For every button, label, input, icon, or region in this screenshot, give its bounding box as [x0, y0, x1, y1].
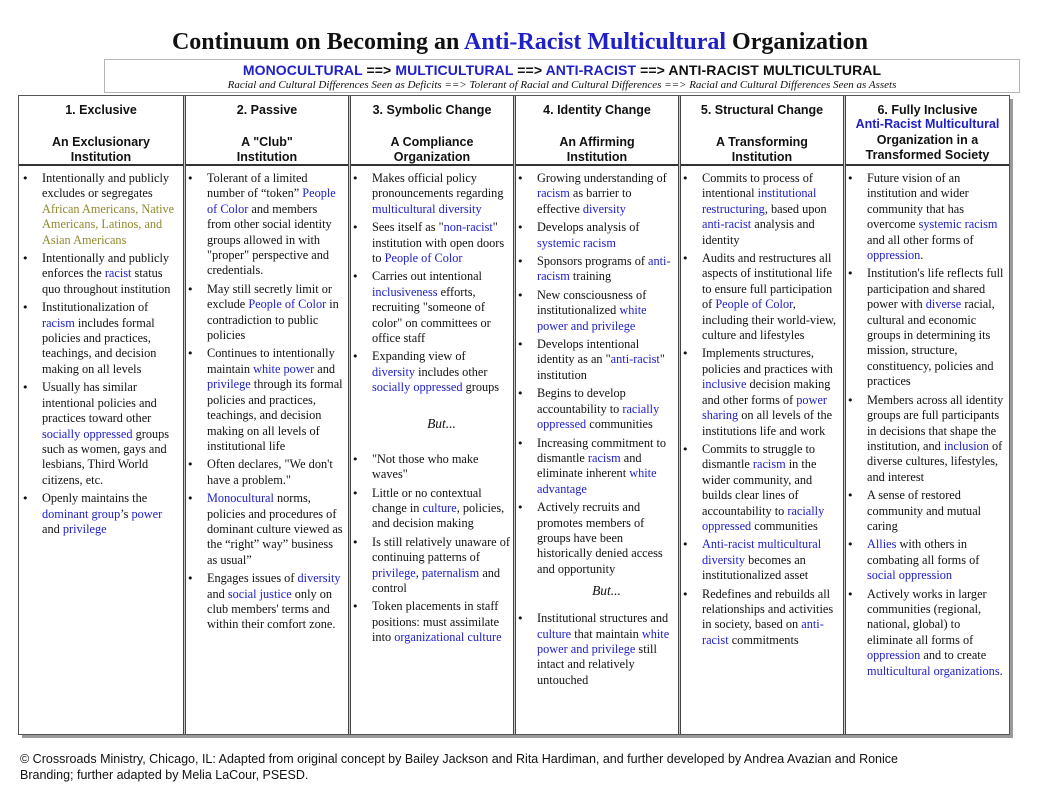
list-item: • Continues to intentionally maintain white power and privilege through its formal policies and practices, teachings, and decision making on all levels of institutional life [186, 346, 344, 454]
list-item: • Intentionally and publicly enforces the racist status quo throughout institution [21, 251, 179, 297]
continuum-table [18, 95, 1010, 735]
column-name-line: Institution [70, 150, 132, 164]
list-item: • Expanding view of diversity includes other socially oppressed groups [351, 349, 511, 395]
continuum-subtitle: Racial and Cultural Differences Seen as Deficits ==> Tolerant of Racial and Cultural Differences ==> Racial and Cultural Differences Seen as Assets [227, 79, 897, 91]
column-name-highlight: Anti-Racist Multicultural [855, 117, 1000, 131]
column-name-line: Organization [393, 150, 471, 164]
column-name [186, 135, 348, 165]
column-header-passive [186, 96, 348, 164]
but-label: But... [427, 415, 456, 431]
list-item: • Sees itself as "non-racist" institution with open doors to People of Color [351, 220, 511, 266]
list-item: • Allies with others in combating all forms of social oppression [846, 537, 1006, 583]
column-body-passive [186, 171, 344, 636]
column-number: 5. Structural Change [700, 103, 824, 117]
column-body-exclusive [21, 171, 179, 540]
list-item: • Engages issues of diversity and social justice only on club members' terms and within their comfort zone. [186, 571, 344, 633]
stage-monocultural: MONOCULTURAL [242, 62, 363, 78]
list-item: • Members across all identity groups are full participants in decisions that shape the institution, and inclusion of diverse cultures, lifestyles, and interest [846, 393, 1006, 485]
footer-credits [20, 751, 1020, 783]
footer-line: © Crossroads Ministry, Chicago, IL: Adapted from original concept by Bailey Jackson and Rita Hardiman, and further developed by Andrea Avazian and Ronice [20, 752, 898, 766]
list-item: • Sponsors programs of anti-racism training [516, 254, 676, 285]
column-name-line: Institution [566, 150, 628, 164]
column-body-symbolic-change [351, 171, 511, 649]
list-item: • Usually has similar intentional policies and practices toward other socially oppressed groups such as women, gays and lesbians, Third World citizens, etc. [21, 380, 179, 488]
list-item: • A sense of restored community and mutual caring [846, 488, 1006, 534]
column-number: 1. Exclusive [65, 103, 137, 117]
column-header-symbolic-change [351, 96, 513, 164]
list-item: • Monocultural norms, policies and procedures of dominant culture viewed as the “right” way” business as usual” [186, 491, 344, 568]
arrow: ==> [636, 62, 669, 78]
column-header-identity-change [516, 96, 678, 164]
column-header-fully-inclusive [846, 96, 1009, 164]
list-item: • Growing understanding of racism as barrier to effective diversity [516, 171, 676, 217]
list-item: • Begins to develop accountability to racially oppressed communities [516, 386, 676, 432]
list-item: • Little or no contextual change in culture, policies, and decision making [351, 486, 511, 532]
column-name-line: Institution [731, 150, 793, 164]
column-name-line: A "Club" [241, 135, 293, 149]
column-number: 6. Fully Inclusive [877, 103, 978, 117]
column-name-line: Organization in a [876, 132, 979, 147]
list-item: • Tolerant of a limited number of “token” People of Color and members from other social identity groups allowed in with "proper" perspective and credentials. [186, 171, 344, 279]
column-body-structural-change [681, 171, 841, 651]
column-name-line: An Affirming [559, 135, 635, 149]
list-item: • Makes official policy pronouncements regarding multicultural diversity [351, 171, 511, 217]
list-item: • Institution's life reflects full participation and shared power with diverse racial, cultural and economic groups in determining its mission, structure, constituency, policies and practices [846, 266, 1006, 389]
column-name [19, 135, 183, 165]
column-name-line: Institution [236, 150, 298, 164]
list-item: • Commits to process of intentional institutional restructuring, based upon anti-racist analysis and identity [681, 171, 841, 248]
column-name-line: An Exclusionary [52, 135, 150, 149]
list-item: • Actively works in larger communities (regional, national, global) to eliminate all forms of oppression and to create multicultural organizations. [846, 587, 1006, 679]
list-item: • Audits and restructures all aspects of institutional life to ensure full participation of People of Color, including their world-view, culture and lifestyles [681, 251, 841, 343]
list-item: • Develops intentional identity as an "anti-racist" institution [516, 337, 676, 383]
list-item: • Develops analysis of systemic racism [516, 220, 676, 251]
column-number: 4. Identity Change [543, 103, 651, 117]
column-body-fully-inclusive [846, 171, 1006, 682]
column-name [846, 117, 1009, 164]
arrow: ==> [513, 62, 546, 78]
page-title [0, 28, 1040, 56]
list-item: • Intentionally and publicly excludes or segregates African Americans, Native Americans, Latinos, and Asian Americans [21, 171, 179, 248]
list-item: • Token placements in staff positions: must assimilate into organizational culture [351, 599, 511, 645]
column-name [681, 135, 843, 165]
column-name-line: A Compliance [390, 135, 474, 149]
list-item: • Is still relatively unaware of continuing patterns of privilege, paternalism and control [351, 535, 511, 597]
stage-multicultural: MULTICULTURAL [395, 62, 514, 78]
column-header-structural-change [681, 96, 843, 164]
list-item: • New consciousness of institutionalized white power and privilege [516, 288, 676, 334]
list-item: • "Not those who make waves" [351, 452, 511, 483]
column-number: 2. Passive [236, 103, 298, 117]
list-item: • Often declares, "We don't have a problem." [186, 457, 344, 488]
list-item: • Commits to struggle to dismantle racism in the wider community, and builds clear lines of accountability to racially oppressed communities [681, 442, 841, 534]
column-header-exclusive [19, 96, 183, 164]
column-body-identity-change [516, 171, 676, 691]
title-highlight: Anti-Racist Multicultural [464, 29, 727, 55]
continuum-line [104, 62, 1020, 79]
column-name [516, 135, 678, 165]
title-suffix: Organization [726, 29, 869, 55]
list-item: • Implements structures, policies and practices with inclusive decision making and other forms of power sharing on all levels of the institutions life and work [681, 346, 841, 438]
list-item: • Redefines and rebuilds all relationships and activities in society, based on anti-racist commitments [681, 587, 841, 649]
arrow: ==> [362, 62, 396, 78]
stage-anti-racist: ANTI-RACIST [545, 62, 637, 78]
stage-anti-racist-multicultural: ANTI-RACIST MULTICULTURAL [668, 62, 882, 78]
list-item: • Future vision of an institution and wider community that has overcome systemic racism and all other forms of oppression. [846, 171, 1006, 263]
footer-line: Branding; further adapted by Melia LaCour, PSESD. [20, 768, 309, 782]
list-item: • Institutional structures and culture that maintain white power and privilege still intact and relatively untouched [516, 611, 676, 688]
column-name-line: A Transforming [716, 135, 808, 149]
list-item: • Increasing commitment to dismantle racism and eliminate inherent white advantage [516, 436, 676, 498]
column-number: 3. Symbolic Change [372, 103, 492, 117]
list-item: • Carries out intentional inclusiveness efforts, recruiting "someone of color" on committees or office staff [351, 269, 511, 346]
but-label: But... [592, 583, 621, 599]
list-item: • Openly maintains the dominant group’s power and privilege [21, 491, 179, 537]
column-name-line: Transformed Society [865, 148, 990, 162]
list-item: • Institutionalization of racism includes formal policies and practices, teachings, and decision making on all levels [21, 300, 179, 377]
title-prefix: Continuum on Becoming an [171, 29, 465, 55]
list-item: • Actively recruits and promotes members of groups have been historically denied access and opportunity [516, 500, 676, 577]
list-item: • Anti-racist multicultural diversity becomes an institutionalized asset [681, 537, 841, 583]
list-item: • May still secretly limit or exclude People of Color in contradiction to public policies [186, 282, 344, 344]
column-name [351, 135, 513, 165]
